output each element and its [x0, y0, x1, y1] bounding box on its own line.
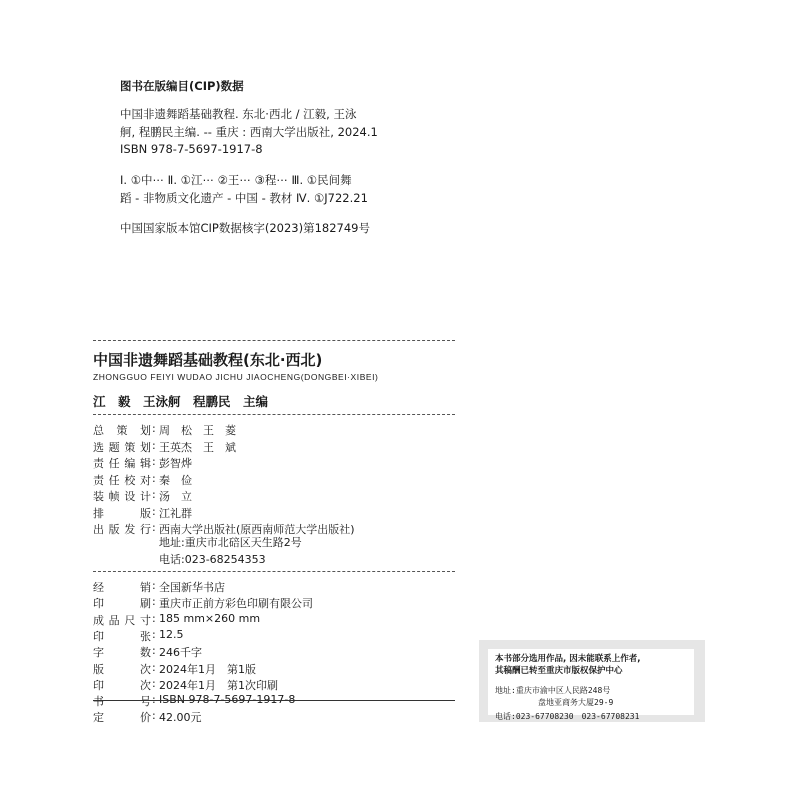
spec-row-label [93, 612, 151, 628]
label-char: 责 [93, 473, 104, 487]
spec-row-label [93, 661, 151, 677]
label-char: 对 [139, 473, 151, 487]
label-char: 版 [140, 506, 151, 520]
label-char: 任 [108, 457, 120, 470]
label-colon: : [152, 488, 156, 501]
label-char: 编 [124, 457, 136, 470]
label-char: 设 [124, 490, 136, 503]
cip-classification-1: Ⅰ. ①中⋯ Ⅱ. ①江⋯ ②王⋯ ③程⋯ Ⅲ. ①民间舞 [120, 173, 352, 187]
spec-row-value: 246千字 [159, 646, 202, 660]
label-colon: : [152, 676, 156, 690]
label-char: 行 [139, 523, 151, 536]
credit-row-label [93, 521, 151, 537]
label-char: 排 [93, 506, 104, 520]
label-char: 次 [140, 662, 151, 676]
label-colon: : [152, 627, 156, 641]
label-char: 出 [93, 523, 104, 536]
credit-row-value: 彭智烨 [159, 457, 192, 470]
credit-row-label [93, 455, 151, 471]
label-char: 题 [108, 440, 120, 454]
label-char: 版 [93, 662, 104, 676]
label-char: 号 [140, 695, 151, 709]
label-char: 划 [139, 440, 151, 454]
credit-row-value: 王英杰 王 斌 [159, 440, 236, 454]
label-char: 帧 [108, 490, 120, 503]
label-char: 责 [93, 457, 104, 470]
spec-row-value: 重庆市正前方彩色印刷有限公司 [159, 597, 313, 611]
spec-row-value: 2024年1月 第1次印刷 [159, 678, 278, 692]
label-char: 品 [108, 613, 120, 627]
publisher-address: 地址:重庆市北碚区天生路2号 [159, 536, 302, 549]
label-char: 辑 [139, 457, 151, 470]
label-char: 策 [124, 440, 136, 454]
credit-row-value: 周 松 王 菱 [159, 424, 236, 437]
spec-row-value: ISBN 978-7-5697-1917-8 [159, 693, 296, 707]
label-char: 张 [140, 629, 151, 643]
label-colon: : [152, 611, 156, 625]
label-char: 次 [140, 678, 151, 692]
label-char: 版 [108, 523, 120, 536]
label-char: 计 [139, 490, 151, 503]
label-colon: : [152, 660, 156, 674]
cip-record-number: 中国国家版本馆CIP数据核字(2023)第182749号 [120, 221, 370, 235]
label-char: 字 [93, 646, 104, 660]
label-char: 装 [93, 490, 104, 503]
spec-row-value: 12.5 [159, 627, 184, 641]
spec-row-label [93, 677, 151, 693]
notice-line-1: 本书部分选用作品, 因未能联系上作者, [495, 654, 641, 664]
label-colon: : [152, 644, 156, 658]
label-char: 价 [140, 711, 151, 724]
label-colon: : [152, 438, 156, 452]
cip-isbn: ISBN 978-7-5697-1917-8 [120, 142, 263, 156]
label-char: 成 [93, 613, 104, 627]
spec-row-label [93, 595, 151, 611]
label-char: 尺 [124, 613, 136, 627]
label-colon: : [152, 422, 156, 435]
label-char: 书 [93, 695, 104, 709]
credit-row-value: 秦 俭 [159, 473, 192, 487]
credit-row-label [93, 422, 151, 438]
label-char: 策 [116, 424, 128, 437]
spec-row-value: 全国新华书店 [159, 581, 225, 594]
publisher-phone: 电话:023-68254353 [159, 553, 266, 566]
label-colon: : [152, 455, 156, 468]
credit-row-label [93, 439, 151, 455]
label-char: 印 [93, 629, 104, 643]
spec-row-label [93, 579, 151, 595]
label-char: 寸 [139, 613, 151, 627]
label-char: 销 [140, 581, 151, 594]
label-colon: : [152, 471, 156, 485]
copyright-notice-inner [488, 649, 694, 721]
spec-row-label [93, 693, 151, 709]
divider-dashed-authors [93, 414, 455, 415]
label-char: 划 [140, 424, 151, 437]
label-colon: : [152, 504, 156, 518]
cip-line-1: 中国非遗舞蹈基础教程. 东北·西北 / 江毅, 王泳 [120, 107, 357, 121]
divider-dashed-top [93, 340, 455, 341]
divider-dashed-specs [93, 571, 455, 572]
credit-row-value: 江礼群 [159, 506, 192, 520]
credit-row-value: 西南大学出版社(原西南师范大学出版社) [159, 523, 355, 536]
book-title-pinyin: ZHONGGUO FEIYI WUDAO JICHU JIAOCHENG(DONGBEI·XIBEI) [93, 372, 379, 382]
price-label [93, 709, 151, 725]
label-colon: : [152, 709, 156, 722]
notice-phone: 电话:023-67708230 023-67708231 [495, 712, 640, 721]
copyright-notice-box [479, 640, 705, 722]
label-char: 定 [93, 711, 104, 724]
credit-row-value: 汤 立 [159, 490, 192, 503]
label-char: 印 [93, 597, 104, 611]
book-authors: 江 毅 王泳舸 程鹏民 主编 [93, 394, 269, 409]
label-char: 选 [93, 440, 104, 454]
cip-heading: 图书在版编目(CIP)数据 [120, 79, 244, 93]
credit-row-label [93, 472, 151, 488]
spec-row-value: 2024年1月 第1版 [159, 662, 256, 676]
notice-address-1: 地址:重庆市渝中区人民路248号 [495, 686, 611, 695]
label-char: 经 [93, 581, 104, 594]
label-char: 发 [124, 523, 136, 536]
label-char: 刷 [140, 597, 151, 611]
credit-row-label [93, 488, 151, 504]
cip-line-2: 舸, 程鹏民主编. -- 重庆 : 西南大学出版社, 2024.1 [120, 125, 378, 139]
spec-row-label [93, 644, 151, 660]
label-colon: : [152, 595, 156, 609]
credit-row-label [93, 505, 151, 521]
label-char: 印 [93, 678, 104, 692]
price-value: 42.00元 [159, 711, 202, 724]
label-char: 任 [108, 473, 120, 487]
notice-address-2: 盘地亚商务大厦29-9 [538, 698, 614, 707]
spec-row-value: 185 mm×260 mm [159, 611, 261, 625]
spec-row-label [93, 628, 151, 644]
label-colon: : [152, 521, 156, 534]
label-char: 总 [93, 424, 104, 437]
label-colon: : [152, 579, 156, 592]
label-colon: : [152, 693, 156, 707]
label-char: 校 [124, 473, 136, 487]
label-char: 数 [140, 646, 151, 660]
book-title: 中国非遗舞蹈基础教程(东北·西北) [93, 351, 323, 369]
cip-classification-2: 蹈 - 非物质文化遗产 - 中国 - 教材 Ⅳ. ①J722.21 [120, 191, 368, 205]
notice-line-2: 其稿酬已转至重庆市版权保护中心 [495, 666, 623, 676]
divider-solid-price [93, 700, 455, 701]
